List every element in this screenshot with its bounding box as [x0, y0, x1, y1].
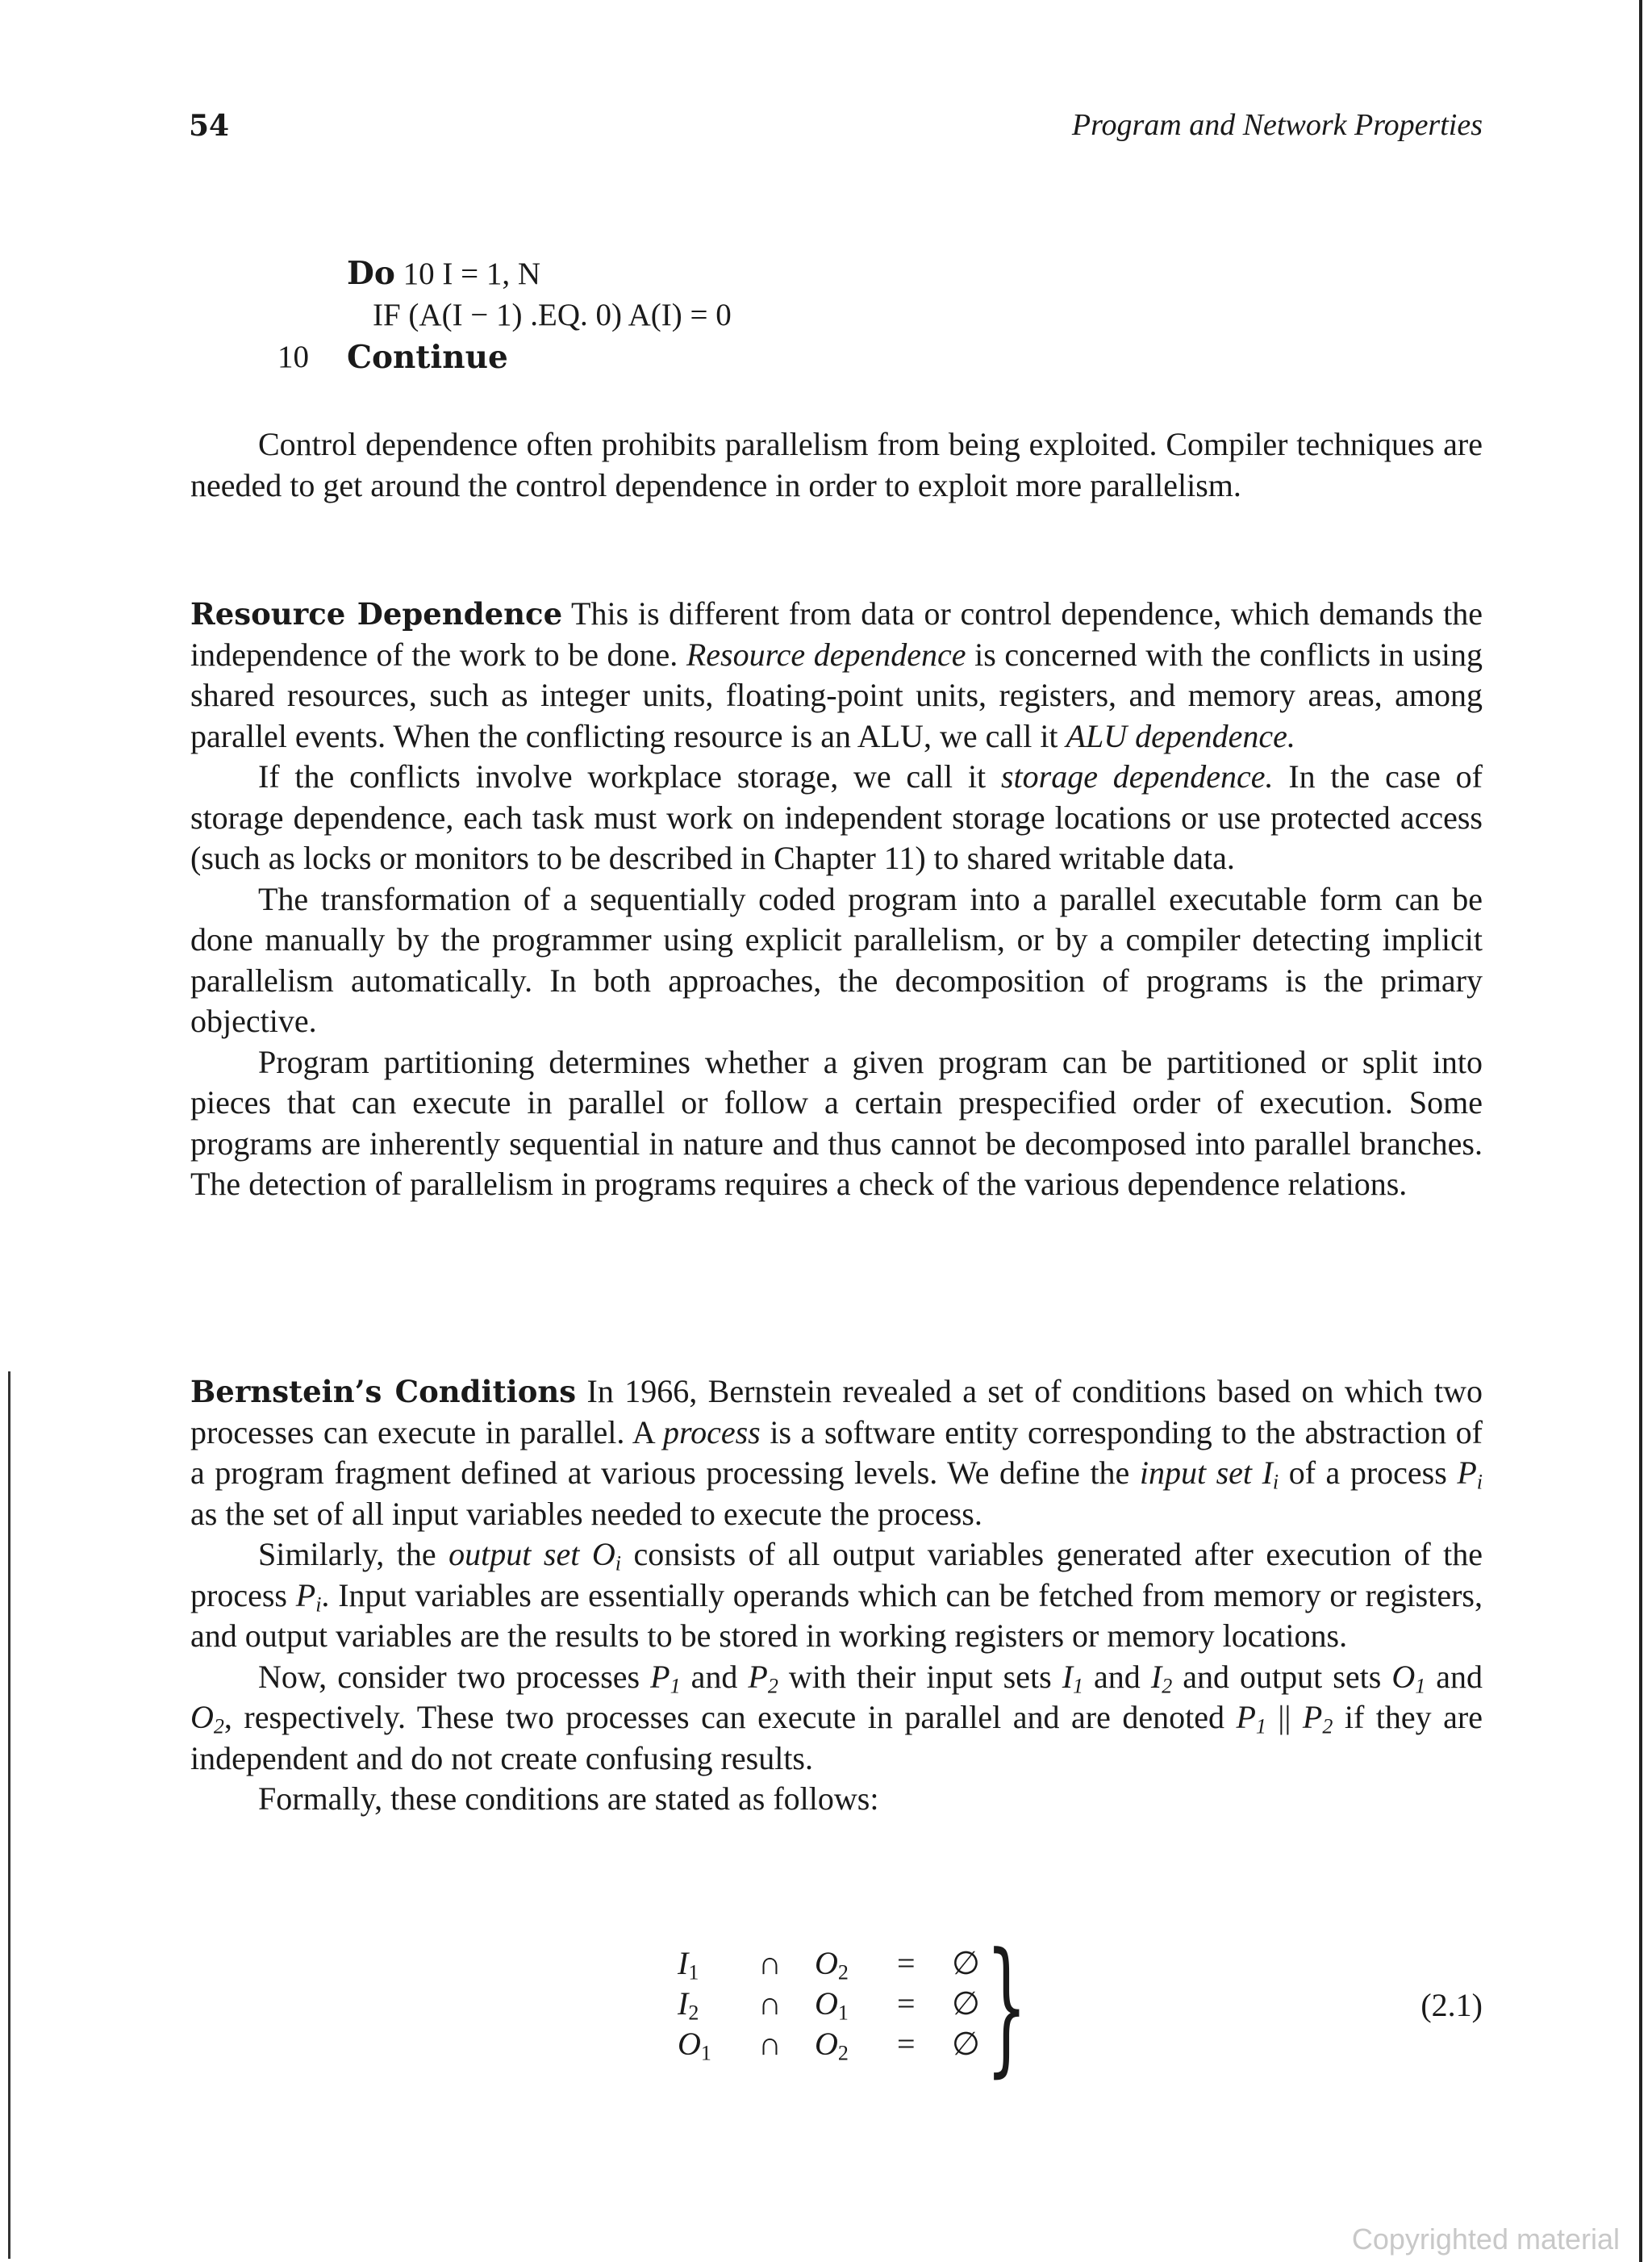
running-title: Program and Network Properties [1071, 108, 1483, 142]
watermark: Copyrighted material [1351, 2222, 1620, 2256]
bernstein-p1: Bernstein’s Conditions In 1966, Bernstein revealed a set of conditions based on which two processes can execute in parallel. A process is a software entity corresponding to the abstraction of a program fragment defined at various processing levels. We define the input set $I_i$ of a process $P_i$ as the set of all input variables needed to execute the process. [190, 1373, 1483, 1532]
bernstein-p3: Now, consider two processes $P_1$ and $P_2$ with their input sets $I_1$ and $I_2$ and output sets $O_1$ and $O_2$, respectively. These two processes can execute in parallel and are denoted $P_1$ || $P_2$ if they are independent and do not create confusing results. [190, 1658, 1483, 1776]
paragraph-control-dependence: Control dependence often prohibits parallelism from being exploited. Compiler techniques are needed to get around the control dependence in order to exploit more parallelism. [190, 426, 1483, 503]
equation-number: (2.1) [1420, 1987, 1483, 2023]
code-line-3-label: 10 [277, 340, 309, 374]
resource-p4: Program partitioning determines whether a given program can be partitioned or split into pieces that can execute in parallel or follow a certain prespecified order of execution. Some programs are inherently sequential in nature and thus cannot be decomposed into parallel branches. The detection of parallelism in programs requires a check of the various dependence relations. [190, 1043, 1483, 1202]
resource-p1: Resource Dependence This is different from data or control dependence, which demands the independence of the work to be done. Resource dependence is concerned with the conflicts in using shared resources, such as integer units, floating-point units, registers, and memory areas, among parallel events. When the conflicting resource is an ALU, we call it ALU dependence. [190, 595, 1483, 754]
equation-2-1: $I_1$ ∩ $O_2$ = ∅ $I_2$ ∩ $O_1$ = ∅ $O_1$ ∩ $O_2$ = ∅ } [678, 1922, 1028, 2091]
section-resource-dependence [190, 594, 1483, 1205]
bernstein-p4: Formally, these conditions are stated as follows: [258, 1780, 879, 1817]
section-bernstein-conditions [190, 1371, 1483, 1820]
right-brace-icon: } [986, 1922, 1028, 2091]
resource-p3: The transformation of a sequentially coded program into a parallel executable form can be done manually by the programmer using explicit parallelism, or by a compiler detecting implicit parallelism automatically. In both approaches, the decomposition of programs is the primary objective. [190, 880, 1483, 1039]
page-number: 54 [189, 109, 230, 143]
resource-p2: If the conflicts involve workplace storage, we call it storage dependence. In the case of storage dependence, each task must work on independent storage locations or use protected access (such as locks or monitors to be described in Chapter 11) to shared writable data. [190, 758, 1483, 876]
code-line-2: IF (A(I − 1) .EQ. 0) A(I) = 0 [373, 298, 732, 332]
section-heading: Bernstein’s Conditions [190, 1374, 577, 1409]
code-line-1: Do 10 I = 1, N [347, 255, 540, 292]
code-line-3: Continue [347, 339, 508, 376]
page-edge [1639, 0, 1642, 2262]
section-heading: Resource Dependence [190, 596, 563, 632]
bernstein-p2: Similarly, the output set $O_i$ consists of all output variables generated after execution of the process $P_i$. Input variables are essentially operands which can be fetched from memory or registers, and output variables are the results to be stored in working registers or memory locations. [190, 1536, 1483, 1654]
page-edge-left [8, 1371, 10, 2259]
